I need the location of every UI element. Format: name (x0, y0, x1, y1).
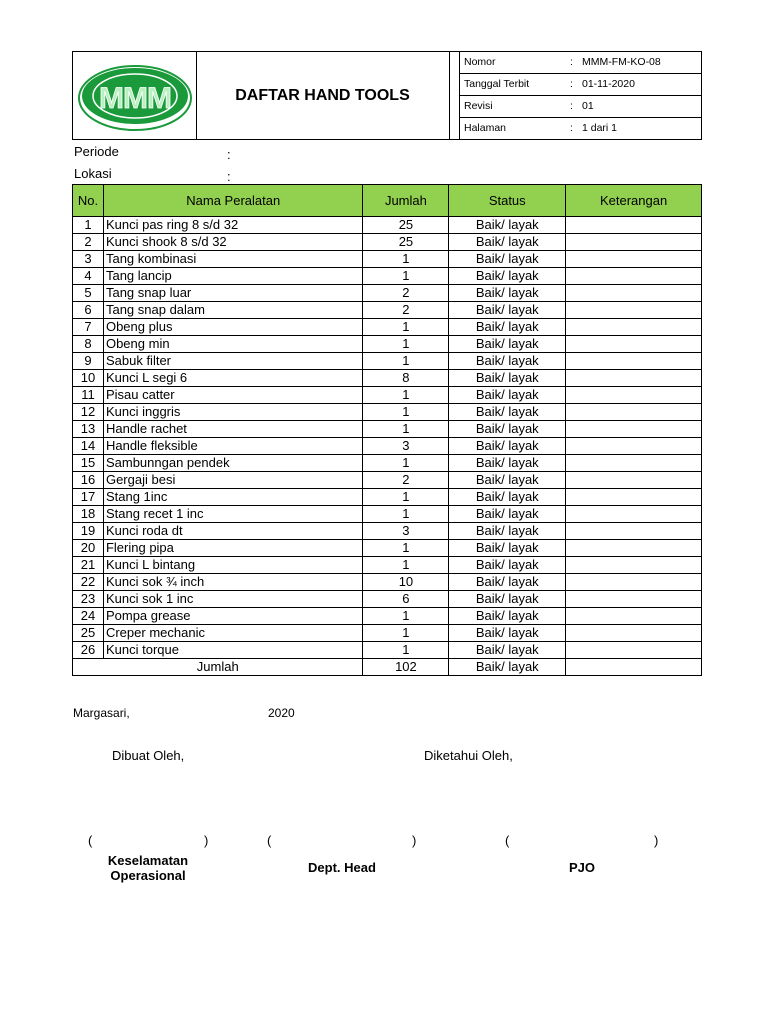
role-pjo: PJO (568, 860, 595, 875)
cell-status: Baik/ layak (449, 642, 566, 659)
cell-no: 7 (73, 319, 104, 336)
table-row (73, 217, 702, 234)
signature-open-2: ( (267, 833, 272, 848)
logo-text: MMM (99, 82, 171, 115)
role-dept-head: Dept. Head (308, 860, 376, 875)
cell-note (566, 625, 702, 642)
table-row (73, 251, 702, 268)
cell-qty: 1 (363, 387, 449, 404)
cell-status: Baik/ layak (449, 608, 566, 625)
col-header-qty: Jumlah (363, 185, 449, 217)
table-row (73, 472, 702, 489)
cell-status: Baik/ layak (449, 506, 566, 523)
cell-qty: 10 (363, 574, 449, 591)
year-text: 2020 (268, 706, 295, 720)
cell-note (566, 421, 702, 438)
cell-qty: 1 (363, 455, 449, 472)
logo-cell (73, 52, 197, 139)
cell-status: Baik/ layak (449, 404, 566, 421)
cell-no: 23 (73, 591, 104, 608)
meta-row-tanggal: Tanggal Terbit : 01-11-2020 (460, 73, 701, 95)
cell-note (566, 285, 702, 302)
cell-status: Baik/ layak (449, 285, 566, 302)
cell-no: 12 (73, 404, 104, 421)
cell-no: 15 (73, 455, 104, 472)
made-by-label: Dibuat Oleh, (112, 748, 185, 763)
cell-name: Kunci shook 8 s/d 32 (103, 234, 363, 251)
cell-qty: 8 (363, 370, 449, 387)
cell-qty: 1 (363, 557, 449, 574)
cell-note (566, 217, 702, 234)
cell-qty: 3 (363, 523, 449, 540)
cell-note (566, 387, 702, 404)
cell-no: 25 (73, 625, 104, 642)
cell-no: 17 (73, 489, 104, 506)
role-keselamatan: Keselamatan Operasional (107, 853, 189, 883)
cell-note (566, 336, 702, 353)
cell-no: 16 (73, 472, 104, 489)
hand-tools-table (72, 184, 702, 676)
table-row (73, 642, 702, 659)
table-row (73, 387, 702, 404)
table-row (73, 319, 702, 336)
cell-qty: 1 (363, 319, 449, 336)
cell-qty: 2 (363, 285, 449, 302)
cell-note (566, 608, 702, 625)
cell-note (566, 302, 702, 319)
cell-status: Baik/ layak (449, 489, 566, 506)
cell-name: Sambunngan pendek (103, 455, 363, 472)
cell-status: Baik/ layak (449, 591, 566, 608)
cell-status: Baik/ layak (449, 625, 566, 642)
cell-qty: 1 (363, 353, 449, 370)
cell-name: Obeng plus (103, 319, 363, 336)
cell-note (566, 574, 702, 591)
cell-name: Kunci pas ring 8 s/d 32 (103, 217, 363, 234)
table-row (73, 608, 702, 625)
signature-open-1: ( (88, 833, 93, 848)
cell-note (566, 353, 702, 370)
cell-qty: 1 (363, 404, 449, 421)
table-row (73, 540, 702, 557)
meta-row-halaman: Halaman : 1 dari 1 (460, 117, 701, 139)
table-row (73, 455, 702, 472)
cell-note (566, 506, 702, 523)
cell-name: Gergaji besi (103, 472, 363, 489)
cell-note (566, 438, 702, 455)
cell-no: 3 (73, 251, 104, 268)
cell-name: Pompa grease (103, 608, 363, 625)
cell-no: 10 (73, 370, 104, 387)
cell-no: 14 (73, 438, 104, 455)
cell-note (566, 268, 702, 285)
cell-note (566, 591, 702, 608)
cell-name: Kunci sok 1 inc (103, 591, 363, 608)
cell-qty: 1 (363, 421, 449, 438)
cell-name: Kunci inggris (103, 404, 363, 421)
cell-qty: 2 (363, 302, 449, 319)
cell-no: 18 (73, 506, 104, 523)
periode-colon: : (227, 147, 231, 162)
cell-status: Baik/ layak (449, 353, 566, 370)
cell-status: Baik/ layak (449, 268, 566, 285)
cell-status: Baik/ layak (449, 302, 566, 319)
table-row (73, 438, 702, 455)
cell-no: 24 (73, 608, 104, 625)
document-header (72, 51, 702, 140)
cell-note (566, 251, 702, 268)
total-row (73, 659, 702, 676)
cell-note (566, 642, 702, 659)
cell-status: Baik/ layak (449, 574, 566, 591)
cell-name: Flering pipa (103, 540, 363, 557)
cell-no: 11 (73, 387, 104, 404)
company-logo (73, 52, 196, 139)
cell-note (566, 557, 702, 574)
known-by-label: Diketahui Oleh, (424, 748, 513, 763)
cell-qty: 1 (363, 489, 449, 506)
cell-note (566, 523, 702, 540)
cell-note (566, 234, 702, 251)
cell-status: Baik/ layak (449, 472, 566, 489)
table-header-row (73, 185, 702, 217)
table-row (73, 302, 702, 319)
lokasi-colon: : (227, 169, 231, 184)
cell-no: 26 (73, 642, 104, 659)
table-row (73, 421, 702, 438)
cell-no: 2 (73, 234, 104, 251)
cell-status: Baik/ layak (449, 234, 566, 251)
cell-status: Baik/ layak (449, 438, 566, 455)
cell-qty: 1 (363, 268, 449, 285)
cell-note (566, 319, 702, 336)
cell-qty: 1 (363, 336, 449, 353)
cell-qty: 6 (363, 591, 449, 608)
meta-row-nomor: Nomor : MMM-FM-KO-08 (464, 56, 661, 68)
cell-no: 20 (73, 540, 104, 557)
cell-no: 1 (73, 217, 104, 234)
cell-qty: 25 (363, 234, 449, 251)
cell-name: Kunci torque (103, 642, 363, 659)
cell-status: Baik/ layak (449, 455, 566, 472)
periode-label: Periode (74, 144, 119, 159)
cell-status: Baik/ layak (449, 251, 566, 268)
table-row (73, 489, 702, 506)
cell-qty: 2 (363, 472, 449, 489)
meta-row-revisi: Revisi : 01 (460, 95, 701, 117)
cell-qty: 1 (363, 625, 449, 642)
total-qty: 102 (363, 659, 449, 676)
cell-note (566, 455, 702, 472)
cell-no: 4 (73, 268, 104, 285)
cell-no: 13 (73, 421, 104, 438)
table-row (73, 574, 702, 591)
document-meta (460, 52, 701, 139)
cell-name: Creper mechanic (103, 625, 363, 642)
cell-qty: 25 (363, 217, 449, 234)
cell-no: 22 (73, 574, 104, 591)
cell-name: Stang recet 1 inc (103, 506, 363, 523)
cell-no: 5 (73, 285, 104, 302)
table-row (73, 506, 702, 523)
cell-qty: 1 (363, 608, 449, 625)
signature-open-3: ( (505, 833, 510, 848)
table-row (73, 370, 702, 387)
signature-close-1: ) (204, 833, 209, 848)
col-header-no: No. (73, 185, 104, 217)
cell-status: Baik/ layak (449, 370, 566, 387)
place-text: Margasari, (73, 706, 130, 720)
cell-qty: 1 (363, 540, 449, 557)
signature-close-2: ) (412, 833, 417, 848)
cell-qty: 1 (363, 506, 449, 523)
cell-no: 8 (73, 336, 104, 353)
table-row (73, 557, 702, 574)
table-row (73, 404, 702, 421)
cell-status: Baik/ layak (449, 557, 566, 574)
lokasi-label: Lokasi (74, 166, 112, 181)
cell-qty: 1 (363, 251, 449, 268)
cell-name: Tang snap luar (103, 285, 363, 302)
col-header-status: Status (449, 185, 566, 217)
table-row (73, 591, 702, 608)
table-row (73, 285, 702, 302)
cell-name: Tang snap dalam (103, 302, 363, 319)
total-status: Baik/ layak (449, 659, 566, 676)
total-label: Jumlah (73, 659, 363, 676)
cell-no: 6 (73, 302, 104, 319)
cell-name: Kunci L segi 6 (103, 370, 363, 387)
cell-status: Baik/ layak (449, 523, 566, 540)
cell-name: Tang lancip (103, 268, 363, 285)
table-row (73, 523, 702, 540)
cell-note (566, 404, 702, 421)
total-note (566, 659, 702, 676)
cell-name: Stang 1inc (103, 489, 363, 506)
cell-note (566, 472, 702, 489)
cell-note (566, 540, 702, 557)
table-row (73, 353, 702, 370)
cell-qty: 3 (363, 438, 449, 455)
cell-name: Handle fleksible (103, 438, 363, 455)
table-row (73, 336, 702, 353)
cell-no: 9 (73, 353, 104, 370)
cell-qty: 1 (363, 642, 449, 659)
cell-name: Kunci L bintang (103, 557, 363, 574)
cell-note (566, 489, 702, 506)
cell-note (566, 370, 702, 387)
cell-status: Baik/ layak (449, 421, 566, 438)
col-header-note: Keterangan (566, 185, 702, 217)
cell-no: 21 (73, 557, 104, 574)
cell-name: Pisau catter (103, 387, 363, 404)
cell-name: Obeng min (103, 336, 363, 353)
cell-status: Baik/ layak (449, 336, 566, 353)
cell-no: 19 (73, 523, 104, 540)
cell-name: Kunci roda dt (103, 523, 363, 540)
table-row (73, 625, 702, 642)
col-header-name: Nama Peralatan (103, 185, 363, 217)
table-row (73, 268, 702, 285)
cell-name: Kunci sok ¾ inch (103, 574, 363, 591)
cell-name: Handle rachet (103, 421, 363, 438)
document-title: DAFTAR HAND TOOLS (196, 52, 450, 139)
cell-status: Baik/ layak (449, 387, 566, 404)
table-row (73, 234, 702, 251)
signature-close-3: ) (654, 833, 659, 848)
cell-status: Baik/ layak (449, 540, 566, 557)
cell-status: Baik/ layak (449, 319, 566, 336)
cell-name: Sabuk filter (103, 353, 363, 370)
cell-name: Tang kombinasi (103, 251, 363, 268)
cell-status: Baik/ layak (449, 217, 566, 234)
